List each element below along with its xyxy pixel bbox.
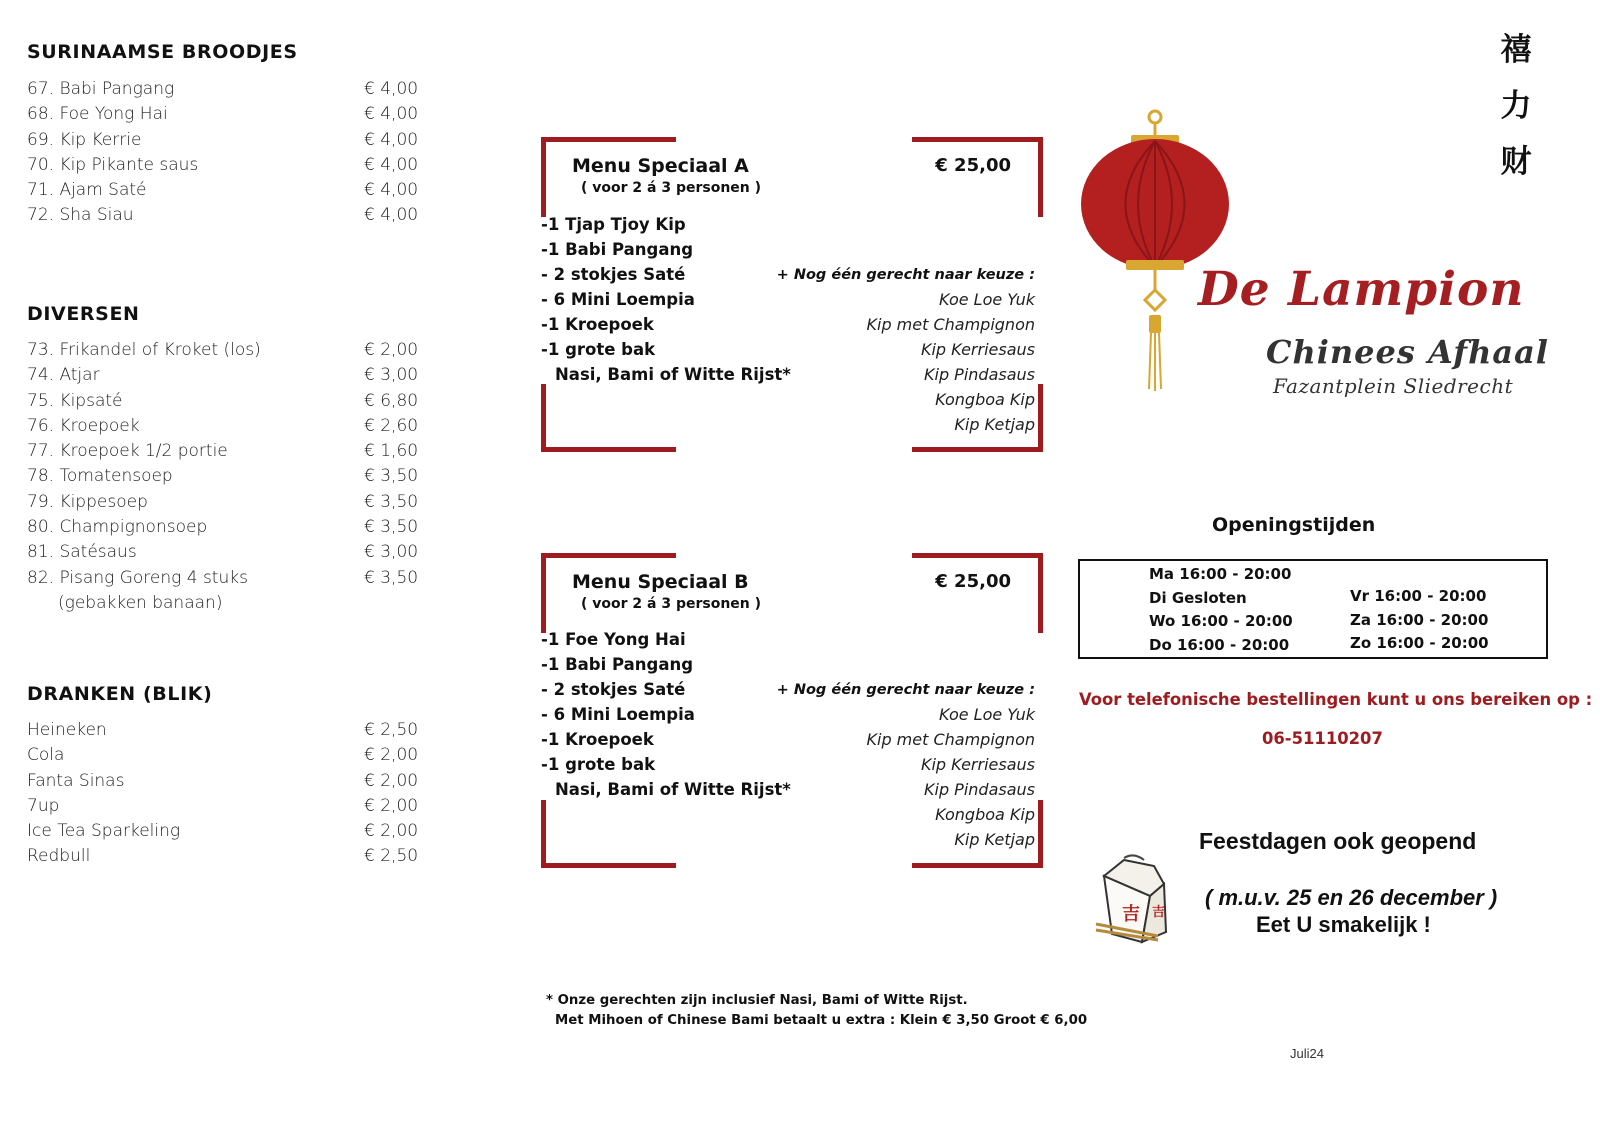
item-name: 76. Kroepoek <box>27 415 140 436</box>
phone-number: 06-51110207 <box>1262 729 1383 748</box>
item-name: 69. Kip Kerrie <box>27 129 142 150</box>
item-price: € 1,60 <box>364 441 419 462</box>
frame-corner <box>541 384 676 452</box>
item-price: € 6,80 <box>364 390 419 411</box>
broodjes-list <box>27 79 427 231</box>
list-item <box>27 391 427 416</box>
choice-item: Kip Ketjap <box>954 415 1035 434</box>
list-item <box>27 416 427 441</box>
menu-items <box>541 215 791 390</box>
brand-subtitle: Chinees Afhaal <box>1266 333 1549 371</box>
menu-item: - 2 stokjes Saté <box>541 265 686 284</box>
menu-rice: Nasi, Bami of Witte Rijst* <box>555 780 791 799</box>
menu-item: -1 grote bak <box>541 340 656 359</box>
item-price: € 3,00 <box>364 542 419 563</box>
item-name: 81. Satésaus <box>27 542 137 563</box>
frame-corner <box>541 800 676 868</box>
menu-choices <box>777 682 1035 855</box>
brand-location: Fazantplein Sliedrecht <box>1273 374 1514 398</box>
menu-item: - 2 stokjes Saté <box>541 680 686 699</box>
item-name: 75. Kipsaté <box>27 390 123 411</box>
choice-item: Kip Kerriesaus <box>920 340 1035 359</box>
chinese-char: 力 <box>1500 88 1532 124</box>
item-name: 7up <box>27 795 60 816</box>
item-name: 71. Ajam Saté <box>27 180 147 201</box>
hours-vr: Vr 16:00 - 20:00 <box>1350 587 1487 605</box>
hours-do: Do 16:00 - 20:00 <box>1149 636 1290 654</box>
item-price: € 2,50 <box>364 720 419 740</box>
choice-item: Koe Loe Yuk <box>939 705 1035 724</box>
list-item <box>27 180 427 205</box>
list-item <box>27 796 427 821</box>
item-name: 73. Frikandel of Kroket (los) <box>27 340 261 360</box>
list-item <box>27 441 427 466</box>
menu-item: - 6 Mini Loempia <box>541 290 695 309</box>
frame-corner <box>912 553 1043 633</box>
menu-box-b <box>541 553 1043 868</box>
item-price: € 3,50 <box>364 517 419 538</box>
section-title-broodjes: SURINAAMSE BROODJES <box>27 41 298 63</box>
item-price: € 3,00 <box>364 365 419 386</box>
item-price: € 2,00 <box>364 770 419 791</box>
choice-item: Kip met Champignon <box>866 730 1035 749</box>
item-name: 79. Kippesoep <box>27 491 148 512</box>
menu-item: -1 Kroepoek <box>541 730 654 749</box>
version-label: Juli24 <box>1290 1046 1324 1061</box>
hours-title: Openingstijden <box>1212 514 1376 536</box>
item-name: Ice Tea Sparkeling <box>27 821 181 842</box>
holiday-exception: ( m.u.v. 25 en 26 december ) <box>1205 885 1498 910</box>
hours-di: Di Gesloten <box>1149 589 1247 607</box>
menu-item: -1 Foe Yong Hai <box>541 630 686 649</box>
holiday-title: Feestdagen ook geopend <box>1199 828 1477 854</box>
footnote <box>546 991 1087 1031</box>
item-name: 74. Atjar <box>27 365 100 386</box>
chinese-char: 禧 <box>1500 32 1532 68</box>
item-name: 72. Sha Siau <box>27 205 134 226</box>
item-price: € 2,00 <box>364 340 419 360</box>
item-name: 77. Kroepoek 1/2 portie <box>27 441 228 462</box>
lantern-icon <box>1076 105 1236 395</box>
menu-items <box>541 630 791 805</box>
hours-za: Za 16:00 - 20:00 <box>1350 611 1489 629</box>
item-price: € 4,00 <box>364 205 419 226</box>
dranken-list <box>27 720 427 872</box>
menu-item: -1 Babi Pangang <box>541 655 694 674</box>
choice-item: Kongboa Kip <box>935 805 1035 824</box>
menu-item: -1 grote bak <box>541 755 656 774</box>
item-price: € 4,00 <box>364 104 419 125</box>
list-item <box>27 771 427 796</box>
menu-price: € 25,00 <box>935 155 1011 176</box>
hours-box <box>1078 559 1548 659</box>
item-price: € 3,50 <box>364 567 419 588</box>
list-item <box>27 155 427 180</box>
item-price: € 3,50 <box>364 491 419 512</box>
choice-header: + Nog één gerecht naar keuze : <box>776 267 1035 283</box>
list-item <box>27 568 427 593</box>
choice-header: + Nog één gerecht naar keuze : <box>776 682 1035 698</box>
section-title-diversen: DIVERSEN <box>27 303 140 325</box>
menu-item: -1 Babi Pangang <box>541 240 694 259</box>
list-item <box>27 542 427 567</box>
list-item <box>27 130 427 155</box>
section-title-dranken: DRANKEN (BLIK) <box>27 683 213 705</box>
hours-wo: Wo 16:00 - 20:00 <box>1149 612 1293 630</box>
item-note: (gebakken banaan) <box>58 592 223 613</box>
choice-item: Kip Ketjap <box>954 830 1035 849</box>
diversen-list <box>27 340 427 618</box>
frame-corner <box>912 137 1043 217</box>
item-price: € 4,00 <box>364 154 419 175</box>
menu-box-a <box>541 137 1043 452</box>
list-item <box>27 365 427 390</box>
contact-text: Voor telefonische bestellingen kunt u ons bereiken op : <box>1079 690 1593 709</box>
list-item <box>27 340 427 365</box>
menu-rice: Nasi, Bami of Witte Rijst* <box>555 365 791 384</box>
choice-item: Kip met Champignon <box>866 315 1035 334</box>
list-item <box>27 104 427 129</box>
choice-item: Kip Pindasaus <box>924 780 1035 799</box>
item-name: Fanta Sinas <box>27 770 125 791</box>
list-item <box>27 846 427 871</box>
list-item-note <box>27 593 427 618</box>
list-item <box>27 205 427 230</box>
menu-subtitle: ( voor 2 á 3 personen ) <box>581 180 762 196</box>
list-item <box>27 745 427 770</box>
list-item <box>27 517 427 542</box>
item-price: € 4,00 <box>364 79 419 99</box>
choice-item: Kip Pindasaus <box>924 365 1035 384</box>
item-name: Heineken <box>27 720 107 740</box>
frame-corner <box>541 137 676 217</box>
hours-zo: Zo 16:00 - 20:00 <box>1350 634 1489 652</box>
menu-item: -1 Tjap Tjoy Kip <box>541 215 686 234</box>
item-name: 68. Foe Yong Hai <box>27 104 168 125</box>
choice-item: Kongboa Kip <box>935 390 1035 409</box>
list-item <box>27 492 427 517</box>
list-item <box>27 79 427 104</box>
svg-text:吉: 吉 <box>1122 904 1140 925</box>
item-name: 80. Champignonsoep <box>27 517 208 538</box>
item-price: € 4,00 <box>364 180 419 201</box>
item-name: 67. Babi Pangang <box>27 79 175 99</box>
item-price: € 2,00 <box>364 745 419 766</box>
chinese-characters <box>1498 22 1534 190</box>
frame-corner <box>541 553 676 633</box>
item-price: € 4,00 <box>364 129 419 150</box>
choice-item: Koe Loe Yuk <box>939 290 1035 309</box>
closing-text: Eet U smakelijk ! <box>1256 912 1431 937</box>
item-price: € 3,50 <box>364 466 419 487</box>
menu-choices <box>777 267 1035 440</box>
brand-name: De Lampion <box>1198 262 1525 317</box>
item-name: 78. Tomatensoep <box>27 466 173 487</box>
item-price: € 2,00 <box>364 821 419 842</box>
item-price: € 2,00 <box>364 795 419 816</box>
list-item <box>27 466 427 491</box>
hours-ma: Ma 16:00 - 20:00 <box>1149 565 1292 583</box>
footnote-line: * Onze gerechten zijn inclusief Nasi, Bami of Witte Rijst. <box>546 993 968 1008</box>
item-price: € 2,50 <box>364 846 419 867</box>
menu-title: Menu Speciaal A <box>572 155 749 177</box>
menu-item: - 6 Mini Loempia <box>541 705 695 724</box>
menu-subtitle: ( voor 2 á 3 personen ) <box>581 596 762 612</box>
item-name: Redbull <box>27 846 91 867</box>
menu-price: € 25,00 <box>935 571 1011 592</box>
menu-title: Menu Speciaal B <box>572 571 749 593</box>
item-name: Cola <box>27 745 65 766</box>
item-price: € 2,60 <box>364 415 419 436</box>
item-name: 70. Kip Pikante saus <box>27 154 199 175</box>
footnote-line: Met Mihoen of Chinese Bami betaalt u extra : Klein € 3,50 Groot € 6,00 <box>555 1013 1088 1028</box>
chinese-char: 财 <box>1500 144 1532 180</box>
svg-text:吉: 吉 <box>1152 905 1166 920</box>
list-item <box>27 821 427 846</box>
choice-item: Kip Kerriesaus <box>920 755 1035 774</box>
item-name: 82. Pisang Goreng 4 stuks <box>27 567 248 588</box>
list-item <box>27 720 427 745</box>
takeout-box-icon <box>1094 854 1174 946</box>
menu-item: -1 Kroepoek <box>541 315 654 334</box>
